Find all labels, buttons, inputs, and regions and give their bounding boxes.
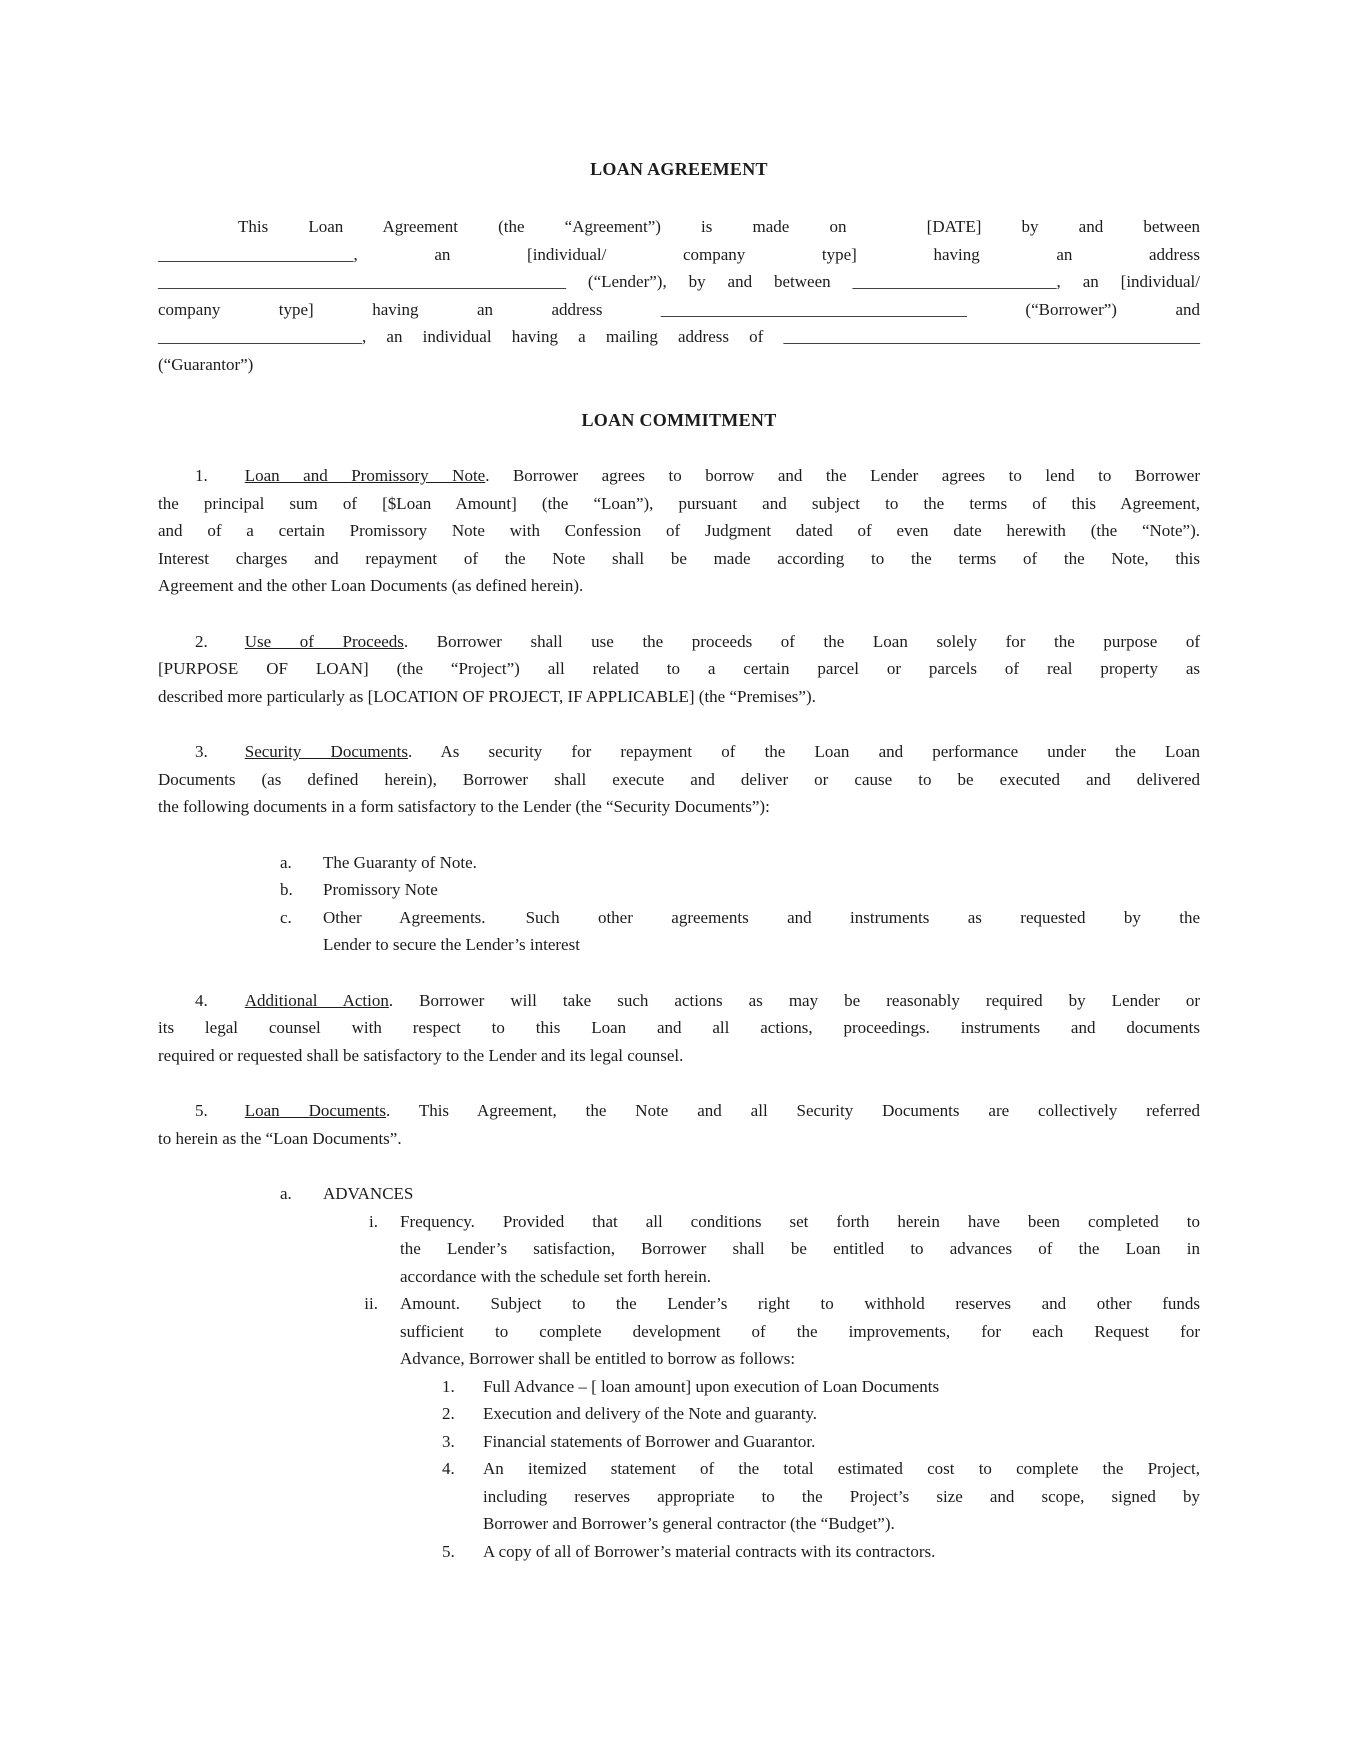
- text-line: This Loan Agreement (the “Agreement”) is made on [DATE] by and between: [238, 217, 1200, 236]
- text-line: Promissory Note: [323, 880, 438, 899]
- list-marker: 5.: [442, 1541, 455, 1561]
- list-item-execution: [442, 1400, 1200, 1428]
- text-line: [158, 1097, 1200, 1125]
- text-line: described more particularly as [LOCATION OF PROJECT, IF APPLICABLE] (the “Premises”).: [158, 686, 816, 706]
- text-line: [158, 628, 1200, 656]
- text-line: sufficient to complete development of the improvements, for each Request for: [400, 1321, 1200, 1341]
- text-line: Amount. Subject to the Lender’s right to withhold reserves and other funds: [400, 1294, 1200, 1313]
- list-marker: a.: [280, 1184, 292, 1203]
- text-line: _______________________, an [individual/ company type] having an address: [158, 244, 1200, 264]
- text-line: Advance, Borrower shall be entitled to borrow as follows:: [400, 1349, 796, 1368]
- loan-commitment-heading: LOAN COMMITMENT: [581, 410, 777, 430]
- list-marker: 2.: [442, 1404, 455, 1423]
- security-documents-list: [280, 849, 1201, 959]
- list-item-financial-statements: [442, 1428, 1200, 1456]
- list-marker: ii.: [364, 1294, 378, 1313]
- text-line: the Lender’s satisfaction, Borrower shall be entitled to advances of the Loan in: [400, 1239, 1200, 1258]
- text-line: An itemized statement of the total estimated cost to complete the Project,: [483, 1459, 1200, 1478]
- section-text: . This Agreement, the Note and all Security Documents are collectively referred: [386, 1101, 1201, 1120]
- text-line: [158, 987, 1200, 1015]
- list-item-amount: [364, 1290, 1200, 1373]
- text-line: ________________________________________________ (“Lender”), by and between ________________________, an [individual/: [158, 272, 1200, 291]
- text-line: the principal sum of [$Loan Amount] (the “Loan”), pursuant and subject to the terms of this Agreement,: [158, 493, 1200, 513]
- section-1-loan-and-promissory-note: [158, 462, 1200, 600]
- section-5-loan-documents: [158, 1097, 1200, 1152]
- text-line: accordance with the schedule set forth herein.: [400, 1266, 712, 1286]
- list-marker: 3.: [442, 1431, 455, 1451]
- text-line: company type] having an address ____________________________________ (“Borrower”) and: [158, 299, 1200, 319]
- section-4-additional-action: [158, 987, 1200, 1070]
- list-item-guaranty: [280, 849, 1200, 877]
- text-line: and of a certain Promissory Note with Confession of Judgment dated of even date herewith (the “Note”).: [158, 521, 1200, 540]
- opening-paragraph: [158, 213, 1200, 378]
- text-line: [158, 462, 1200, 490]
- text-line: Borrower and Borrower’s general contractor (the “Budget”).: [483, 1514, 895, 1533]
- item-label: Other Agreements.: [323, 907, 486, 927]
- section-number: 5.: [195, 1101, 208, 1120]
- list-item-material-contracts: [442, 1538, 1200, 1566]
- section-heading: Additional Action: [244, 990, 389, 1010]
- list-item-itemized-statement: [442, 1455, 1200, 1538]
- advances-label: ADVANCES: [323, 1184, 414, 1203]
- item-text: Such other agreements and instruments as requested by the: [525, 907, 1201, 927]
- text-line: [158, 738, 1200, 766]
- section-text: . Borrower agrees to borrow and the Lender agrees to lend to Borrower: [485, 466, 1200, 485]
- section-heading: Loan Documents: [244, 1101, 386, 1120]
- text-line: ________________________, an individual having a mailing address of _________________________________________________: [158, 327, 1200, 346]
- text-line: Interest charges and repayment of the Note shall be made according to the terms of the Note, this: [158, 548, 1200, 568]
- text-line: (“Guarantor”): [158, 354, 254, 374]
- section-heading: Security Documents: [244, 742, 408, 761]
- section-number: 3.: [195, 742, 208, 761]
- text-line: required or requested shall be satisfactory to the Lender and its legal counsel.: [158, 1045, 684, 1065]
- list-marker: 4.: [442, 1459, 455, 1478]
- list-marker: a.: [280, 852, 292, 872]
- section-number: 1.: [195, 466, 208, 485]
- text-line: [323, 904, 1200, 932]
- section-number: 2.: [195, 631, 208, 651]
- document-title: LOAN AGREEMENT: [590, 159, 768, 179]
- text-line: Full Advance – [ loan amount] upon execution of Loan Documents: [483, 1376, 940, 1396]
- text-line: Lender to secure the Lender’s interest: [323, 935, 580, 954]
- text-line: Documents (as defined herein), Borrower shall execute and deliver or cause to be executed and delivered: [158, 769, 1200, 789]
- advances-block: [280, 1180, 1200, 1208]
- text-line: Financial statements of Borrower and Guarantor.: [483, 1431, 816, 1451]
- list-item-promissory-note: [280, 876, 1200, 904]
- text-line: the following documents in a form satisfactory to the Lender (the “Security Documents”):: [158, 797, 770, 816]
- text-line: The Guaranty of Note.: [323, 852, 477, 872]
- text-line: Frequency. Provided that all conditions set forth herein have been completed to: [400, 1211, 1200, 1231]
- text-line: including reserves appropriate to the Project’s size and scope, signed by: [483, 1486, 1200, 1506]
- text-line: Execution and delivery of the Note and guaranty.: [483, 1404, 818, 1423]
- list-marker: 1.: [442, 1376, 455, 1396]
- list-marker: b.: [280, 880, 293, 899]
- advances-roman-list: [364, 1208, 1200, 1373]
- text-line: [PURPOSE OF LOAN] (the “Project”) all related to a certain parcel or parcels of real property as: [158, 659, 1200, 678]
- section-number: 4.: [195, 990, 208, 1010]
- section-heading: Use of Proceeds: [244, 631, 404, 651]
- section-text: . As security for repayment of the Loan and performance under the Loan: [407, 742, 1200, 761]
- text-line: to herein as the “Loan Documents”.: [158, 1128, 402, 1148]
- text-line: its legal counsel with respect to this Loan and all actions, proceedings. instruments and documents: [158, 1018, 1200, 1037]
- advance-requirements-list: [442, 1373, 1200, 1566]
- section-3-security-documents: [158, 738, 1200, 821]
- list-marker: c.: [280, 907, 292, 927]
- advances-label-item: [280, 1180, 1200, 1208]
- section-2-use-of-proceeds: [158, 628, 1200, 711]
- text-line: A copy of all of Borrower’s material contracts with its contractors.: [483, 1541, 936, 1561]
- list-marker: i.: [369, 1211, 378, 1231]
- list-item-frequency: [369, 1208, 1200, 1291]
- list-item-other-agreements: [280, 904, 1201, 959]
- section-heading: Loan and Promissory Note: [244, 466, 486, 485]
- text-line: Agreement and the other Loan Documents (as defined herein).: [158, 576, 584, 595]
- section-text: . Borrower will take such actions as may be reasonably required by Lender or: [388, 990, 1201, 1010]
- section-text: . Borrower shall use the proceeds of the Loan solely for the purpose of: [403, 631, 1200, 651]
- list-item-full-advance: [442, 1373, 1200, 1401]
